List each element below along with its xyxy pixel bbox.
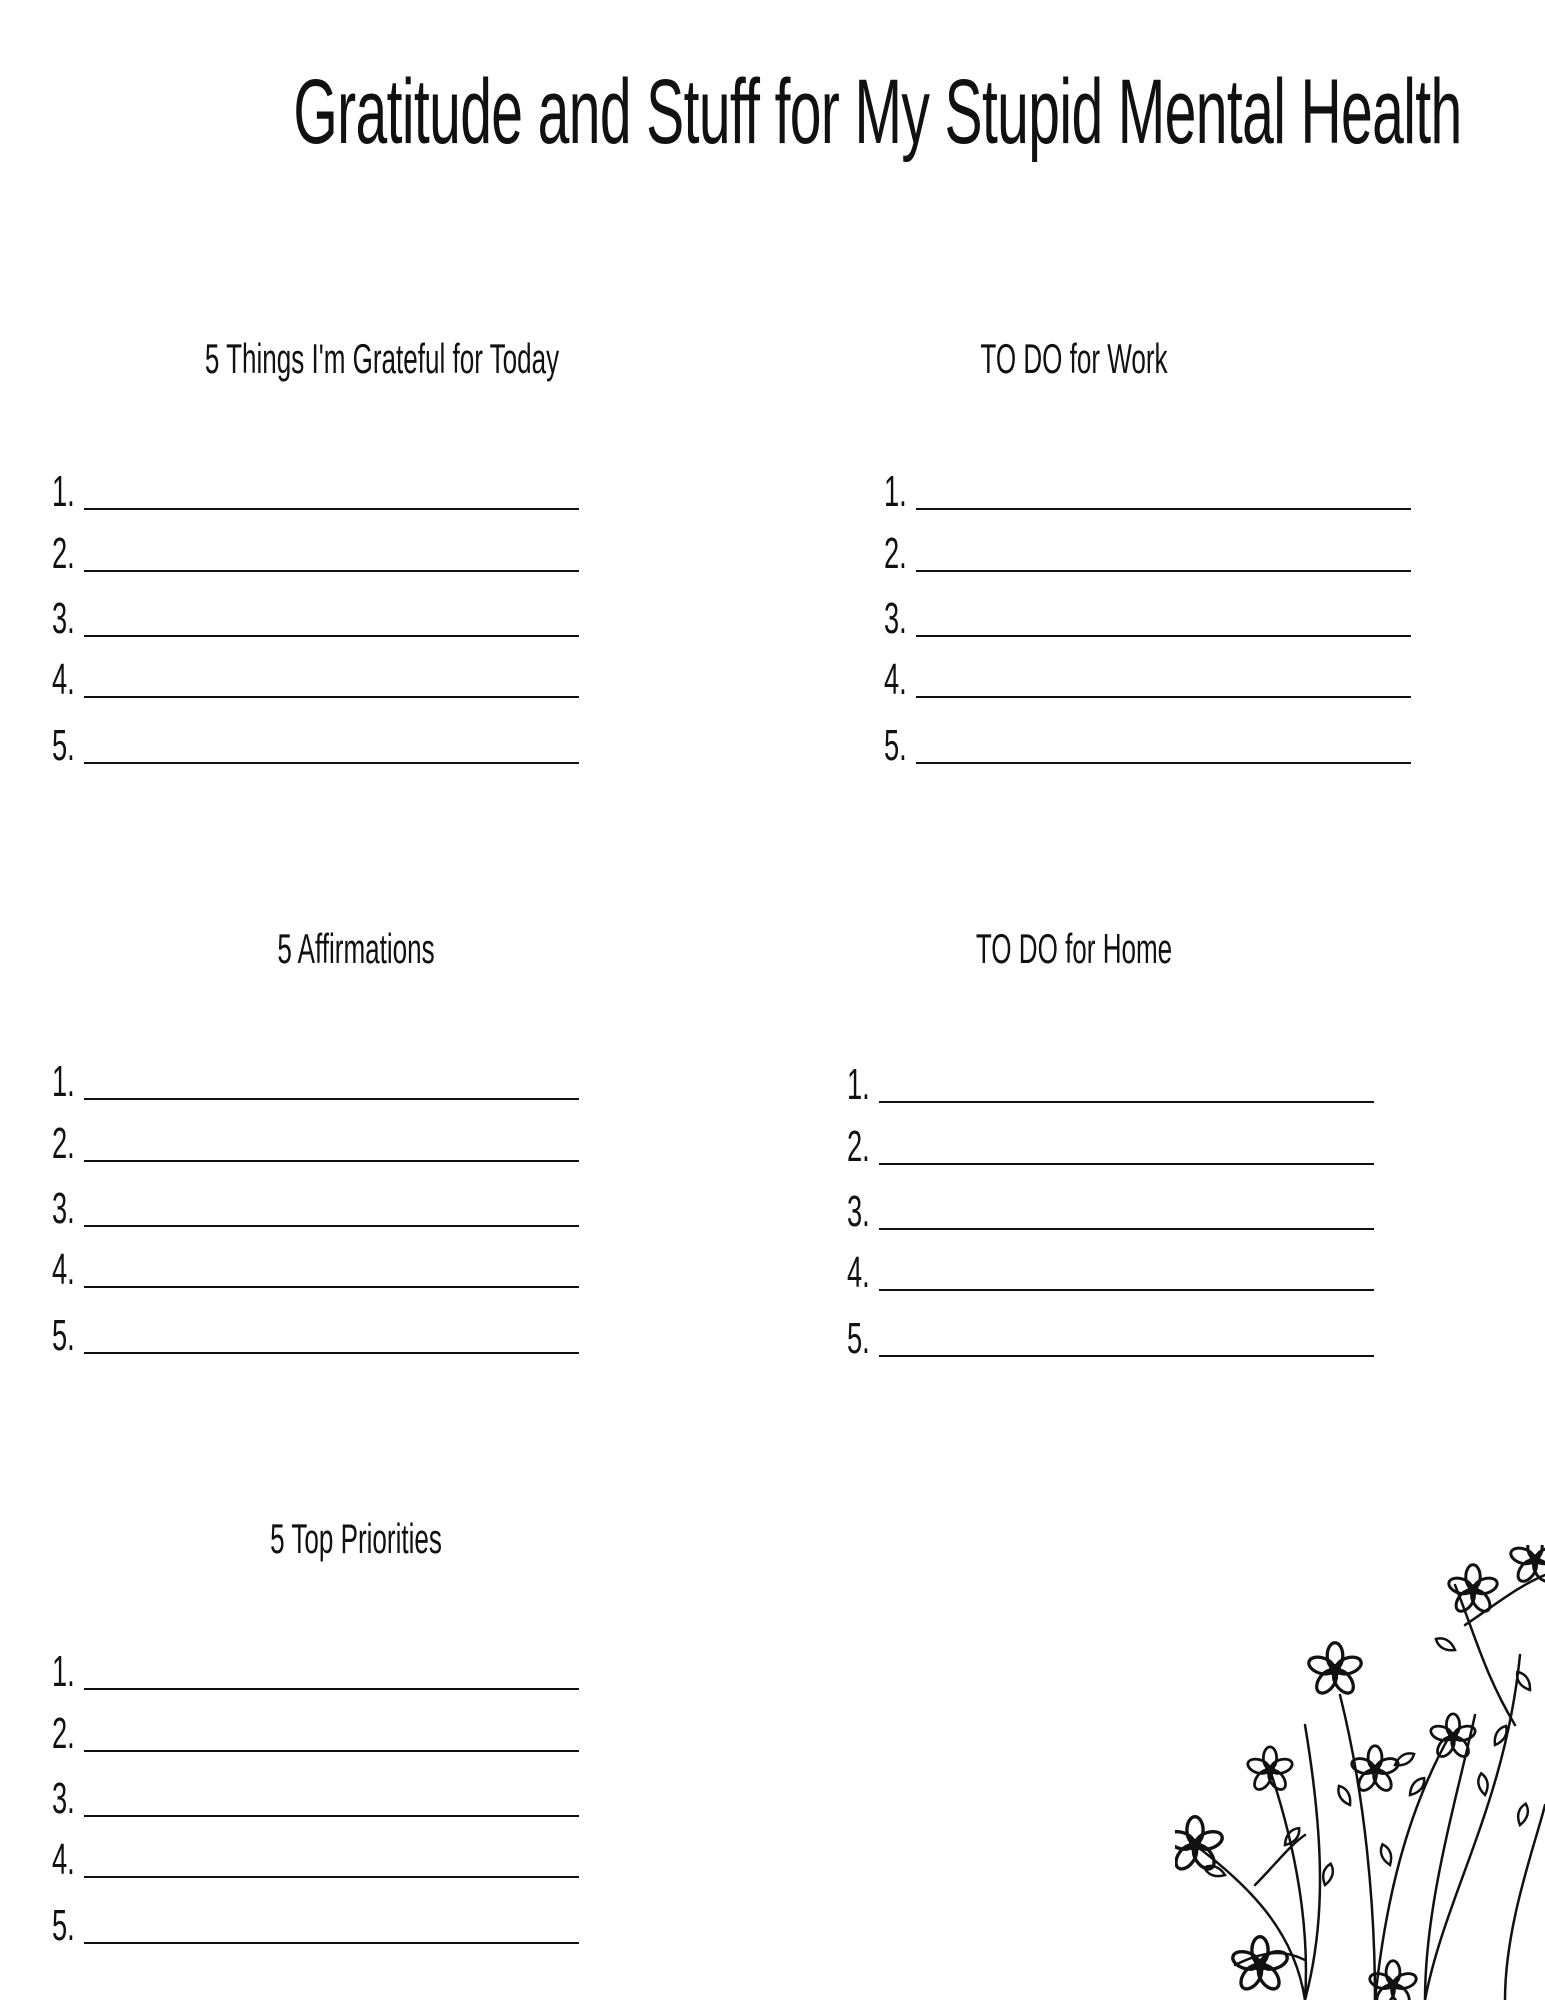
write-line[interactable] [916, 570, 1411, 572]
write-line[interactable] [84, 508, 579, 510]
write-line[interactable] [84, 1750, 579, 1752]
write-line[interactable] [84, 696, 579, 698]
write-line[interactable] [916, 508, 1411, 510]
write-line[interactable] [916, 762, 1411, 764]
write-line[interactable] [879, 1101, 1374, 1103]
write-line[interactable] [84, 1352, 579, 1354]
write-line[interactable] [916, 696, 1411, 698]
write-line[interactable] [879, 1289, 1374, 1291]
write-line[interactable] [84, 762, 579, 764]
page-title: Gratitude and Stuff for My Stupid Mental Health [293, 61, 1462, 163]
write-line[interactable] [84, 570, 579, 572]
flower-branch-icon [1175, 1545, 1545, 2000]
write-line[interactable] [879, 1355, 1374, 1357]
write-line[interactable] [84, 1225, 579, 1227]
section-title-affirmations: 5 Affirmations [277, 925, 435, 972]
write-line[interactable] [84, 1160, 579, 1162]
write-line[interactable] [84, 1876, 579, 1878]
section-title-priorities: 5 Top Priorities [270, 1515, 442, 1562]
write-line[interactable] [916, 635, 1411, 637]
write-line[interactable] [84, 1098, 579, 1100]
write-line[interactable] [84, 635, 579, 637]
write-line[interactable] [84, 1688, 579, 1690]
write-line[interactable] [879, 1163, 1374, 1165]
write-line[interactable] [879, 1228, 1374, 1230]
write-line[interactable] [84, 1815, 579, 1817]
section-title-work: TO DO for Work [980, 335, 1168, 382]
section-title-grateful: 5 Things I'm Grateful for Today [204, 335, 560, 382]
section-title-home: TO DO for Home [975, 925, 1173, 972]
write-line[interactable] [84, 1942, 579, 1944]
write-line[interactable] [84, 1286, 579, 1288]
